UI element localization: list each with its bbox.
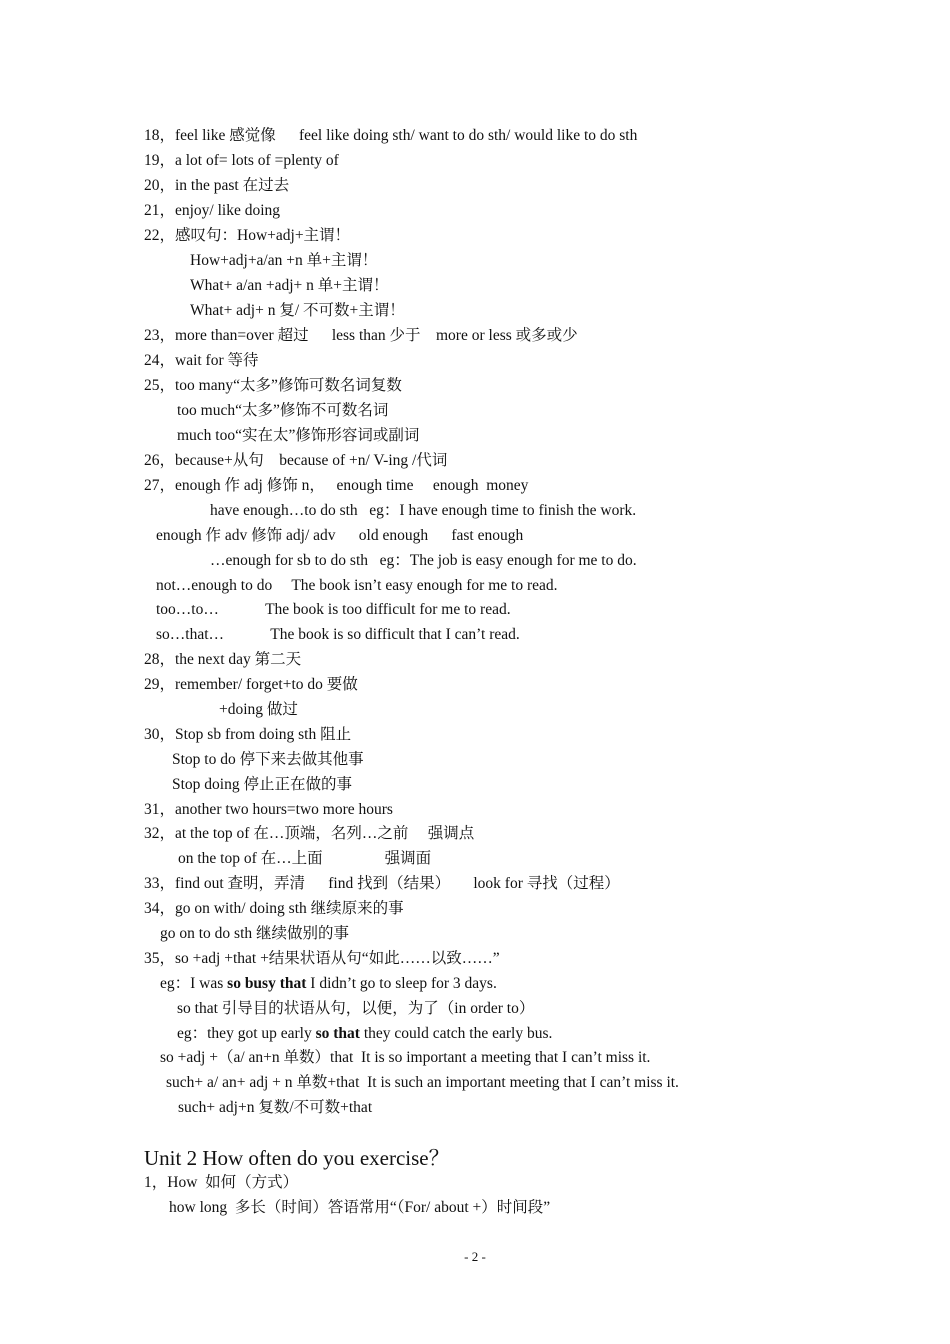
note-line-29: 29，remember/ forget+to do 要做 xyxy=(144,676,358,693)
note-line-24: 24，wait for 等待 xyxy=(144,352,259,369)
page-number: - 2 - xyxy=(464,1249,486,1264)
note-line-22-b: How+adj+a/an +n 单+主谓！ xyxy=(190,252,378,269)
unit-line-1: 1，How 如何（方式） xyxy=(144,1174,299,1191)
note-line-32: 32，at the top of 在…顶端，名列…之前 强调点 xyxy=(144,825,475,842)
note-line-33: 33，find out 查明，弄清 find 找到（结果） look for 寻找（过程） xyxy=(144,875,620,892)
note-line-27-d: …enough for sb to do sth eg：The job is easy enough for me to do. xyxy=(210,552,637,569)
example-busy-bold: so busy that xyxy=(227,975,307,992)
example-busy-line xyxy=(160,974,497,994)
note-line-31: 31，another two hours=two more hours xyxy=(144,801,393,818)
unit-heading: Unit 2 How often do you exercise？ xyxy=(144,1146,450,1170)
unit-line-2: how long 多长（时间）答语常用“（For/ about +）时间段” xyxy=(169,1199,551,1216)
note-line-so-that: so that 引导目的状语从句，以便，为了（in order to） xyxy=(177,1000,535,1017)
note-line-21: 21，enjoy/ like doing xyxy=(144,202,281,219)
note-line-29-b: +doing 做过 xyxy=(219,701,298,718)
note-line-25-c: much too“实在太”修饰形容词或副词 xyxy=(177,427,420,444)
note-line-28: 28，the next day 第二天 xyxy=(144,651,302,668)
note-line-27-b: have enough…to do sth eg：I have enough time to finish the work. xyxy=(210,502,637,519)
example-busy-prefix: eg：I was xyxy=(160,975,228,992)
example-busy-suffix: I didn’t go to sleep for 3 days. xyxy=(306,975,497,992)
note-line-23: 23，more than=over 超过 less than 少于 more or less 或多或少 xyxy=(144,327,578,344)
note-line-35: 35，so +adj +that +结果状语从句“如此……以致……” xyxy=(144,950,500,967)
note-line-18: 18，feel like 感觉像 feel like doing sth/ want to do sth/ would like to do sth xyxy=(144,127,638,144)
note-line-27-f: too…to… The book is too difficult for me to read. xyxy=(156,601,511,618)
note-line-22-c: What+ a/an +adj+ n 单+主谓！ xyxy=(190,277,389,294)
note-line-34-b: go on to do sth 继续做别的事 xyxy=(160,925,350,942)
example-early-bold: so that xyxy=(315,1025,360,1042)
note-line-30-b: Stop to do 停下来去做其他事 xyxy=(172,751,364,768)
note-line-25: 25，too many“太多”修饰可数名词复数 xyxy=(144,377,402,394)
note-line-20: 20，in the past 在过去 xyxy=(144,177,290,194)
example-early-line xyxy=(177,1024,552,1044)
note-line-34: 34，go on with/ doing sth 继续原来的事 xyxy=(144,900,404,917)
note-line-such-plural: such+ adj+n 复数/不可数+that xyxy=(178,1099,373,1116)
note-line-19: 19，a lot of= lots of =plenty of xyxy=(144,152,339,169)
note-line-such-a: such+ a/ an+ adj + n 单数+that It is such an important meeting that I can’t miss it. xyxy=(166,1074,679,1091)
note-line-22: 22，感叹句：How+adj+主谓！ xyxy=(144,227,351,244)
example-early-prefix: eg：they got up early xyxy=(177,1025,316,1042)
note-line-25-b: too much“太多”修饰不可数名词 xyxy=(177,402,389,419)
note-line-27-e: not…enough to do The book isn’t easy enough for me to read. xyxy=(156,577,558,594)
note-line-22-d: What+ adj+ n 复/ 不可数+主谓！ xyxy=(190,302,405,319)
example-early-suffix: they could catch the early bus. xyxy=(359,1025,553,1042)
note-line-30: 30，Stop sb from doing sth 阻止 xyxy=(144,726,352,743)
note-line-26: 26，because+从句 because of +n/ V-ing /代词 xyxy=(144,452,448,469)
note-line-27-g: so…that… The book is so difficult that I can’t read. xyxy=(156,626,520,643)
note-line-27: 27，enough 作 adj 修饰 n， enough time enough money xyxy=(144,477,529,494)
note-line-27-c: enough 作 adv 修饰 adj/ adv old enough fast enough xyxy=(156,527,524,544)
note-line-32-b: on the top of 在…上面 强调面 xyxy=(178,850,432,867)
note-line-30-c: Stop doing 停止正在做的事 xyxy=(172,776,352,793)
note-line-so-adj: so +adj +（a/ an+n 单数）that It is so important a meeting that I can’t miss it. xyxy=(160,1049,651,1066)
